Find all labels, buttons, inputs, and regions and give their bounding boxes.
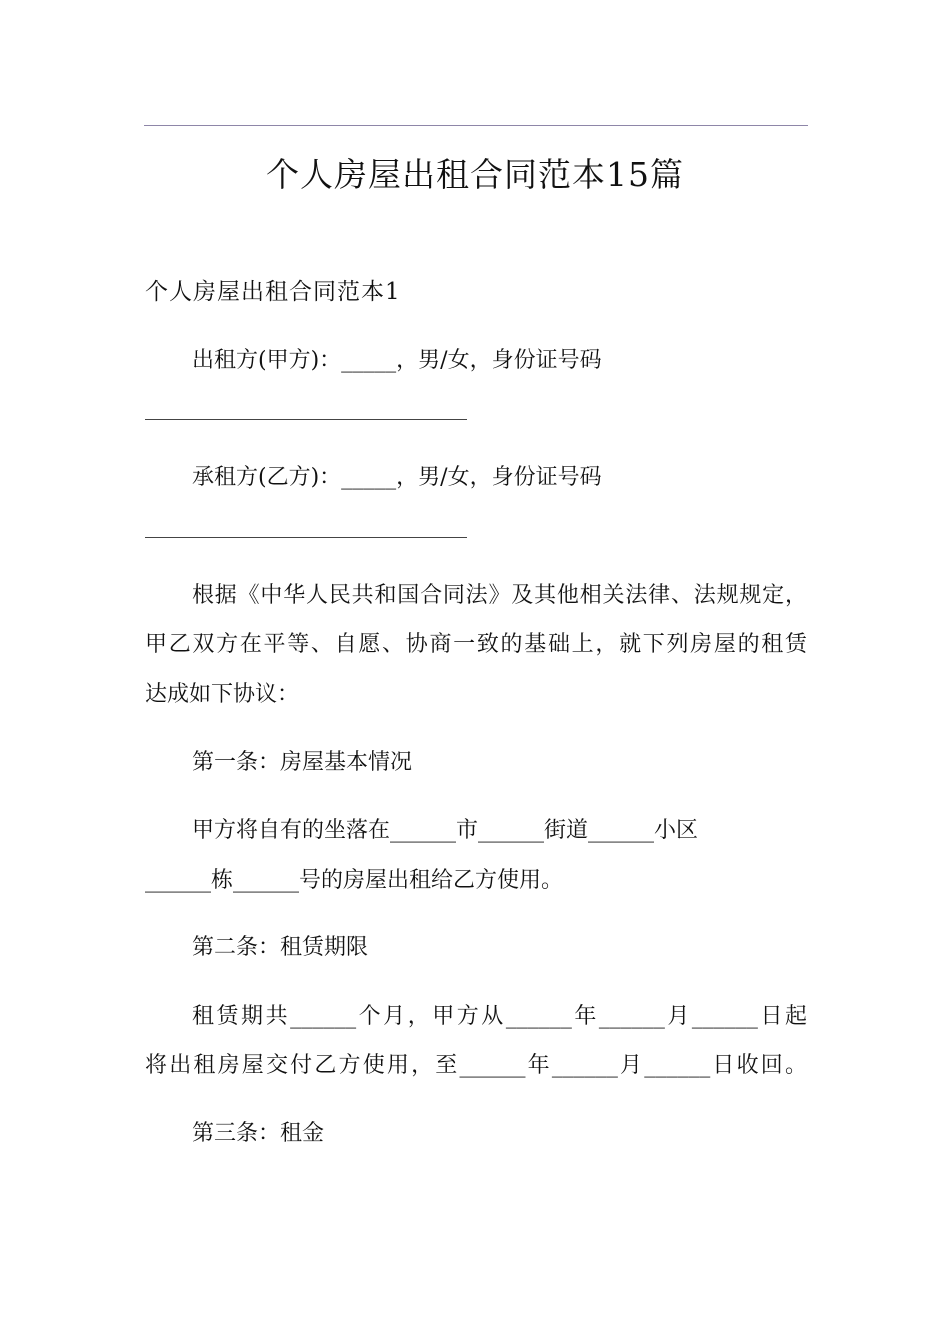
lessor-id-blank xyxy=(145,419,467,420)
paragraph-line: 租赁期共______个月，甲方从______年______月______日起 xyxy=(192,1004,807,1029)
article-heading: 第二条：租赁期限 xyxy=(192,935,369,960)
article-heading: 第一条：房屋基本情况 xyxy=(192,750,413,775)
paragraph-line: ______栋______号的房屋出租给乙方使用。 xyxy=(145,868,564,893)
lessor-line: 出租方(甲方)：_____，男/女，身份证号码 xyxy=(192,348,602,373)
document-title: 个人房屋出租合同范本15篇 xyxy=(266,155,684,194)
paragraph-line: 根据《中华人民共和国合同法》及其他相关法律、法规规定， xyxy=(192,583,807,608)
article-heading: 第三条：租金 xyxy=(192,1121,325,1146)
paragraph-line: 甲方将自有的坐落在______市______街道______小区 xyxy=(192,818,699,843)
paragraph-line: 将出租房屋交付乙方使用，至______年______月______日收回。 xyxy=(145,1053,807,1078)
lessee-id-blank xyxy=(145,537,467,538)
paragraph-line: 甲乙双方在平等、自愿、协商一致的基础上，就下列房屋的租赁 xyxy=(145,632,807,657)
lessee-line: 承租方(乙方)：_____，男/女，身份证号码 xyxy=(192,465,602,490)
header-rule xyxy=(144,125,808,126)
paragraph-line: 达成如下协议： xyxy=(145,682,300,707)
section-heading: 个人房屋出租合同范本1 xyxy=(145,279,401,305)
